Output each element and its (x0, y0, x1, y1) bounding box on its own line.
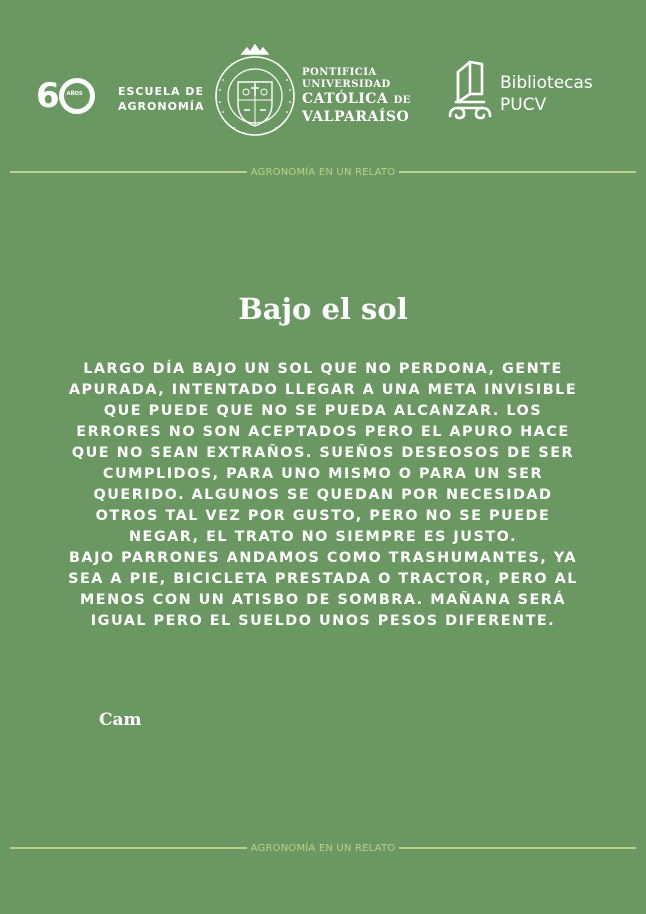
university-line-2: UNIVERSIDAD (302, 79, 391, 90)
anniversary-suffix: AÑOS (66, 91, 83, 97)
anniversary-ring (59, 78, 95, 114)
header (0, 0, 646, 150)
library-line-1: Bibliotecas (500, 73, 593, 93)
university-name (302, 67, 411, 126)
section-label-bottom: AGRONOMÍA EN UN RELATO (250, 842, 396, 854)
divider-line (399, 171, 636, 173)
library-book-icon (446, 58, 494, 124)
library-line-2: PUCV (500, 95, 547, 115)
university-line-3-main: CATÓLICA (302, 91, 389, 107)
story-title: Bajo el sol (238, 292, 408, 326)
divider-line (399, 847, 636, 849)
story-body (60, 359, 586, 632)
story-paragraph-2: BAJO PARRONES ANDAMOS COMO TRASHUMANTES, YA SEA A PIE, BICICLETA PRESTADA O TRACTOR, PERO AL MENOS CON UN ATISBO DE SOMBRA. MAÑANA SERÁ IGUAL PERO EL SUELDO UNOS PESOS DIFERENTE. (68, 550, 578, 629)
university-line-4: VALPARAÍSO (302, 109, 410, 125)
university-line-3-small: DE (393, 95, 411, 106)
library-name (500, 72, 593, 116)
anniversary-number: 6 (36, 76, 58, 116)
section-divider-bottom (10, 841, 636, 855)
anniversary-logo (36, 76, 95, 116)
school-line-2: AGRONOMÍA (118, 100, 205, 113)
school-line-1: ESCUELA DE (118, 85, 204, 98)
divider-line (10, 847, 247, 849)
university-line-1: PONTIFICIA (302, 67, 377, 78)
university-line-3 (302, 91, 411, 109)
story-paragraph-1: LARGO DÍA BAJO UN SOL QUE NO PERDONA, GENTE APURADA, INTENTADO LLEGAR A UNA META INVISIBLE QUE PUEDE QUE NO SE PUEDA ALCANZAR. LOS ERRORES NO SON ACEPTADOS PERO EL APURO HACE QUE NO SEAN EXTRAÑOS. SUEÑOS DESEOSOS DE SER CUMPLIDOS, PARA UNO MISMO O PARA UN SER QUERIDO. ALGUNOS SE QUEDAN POR NECESIDAD OTROS TAL VEZ POR GUSTO, PERO NO SE PUEDE NEGAR, EL TRATO NO SIEMPRE ES JUSTO. (68, 361, 578, 545)
divider-line (10, 171, 247, 173)
school-name (118, 84, 204, 114)
university-seal-icon (214, 40, 296, 138)
section-label-top: AGRONOMÍA EN UN RELATO (250, 166, 396, 178)
story-author: Cam (99, 710, 142, 730)
section-divider-top (10, 165, 636, 179)
